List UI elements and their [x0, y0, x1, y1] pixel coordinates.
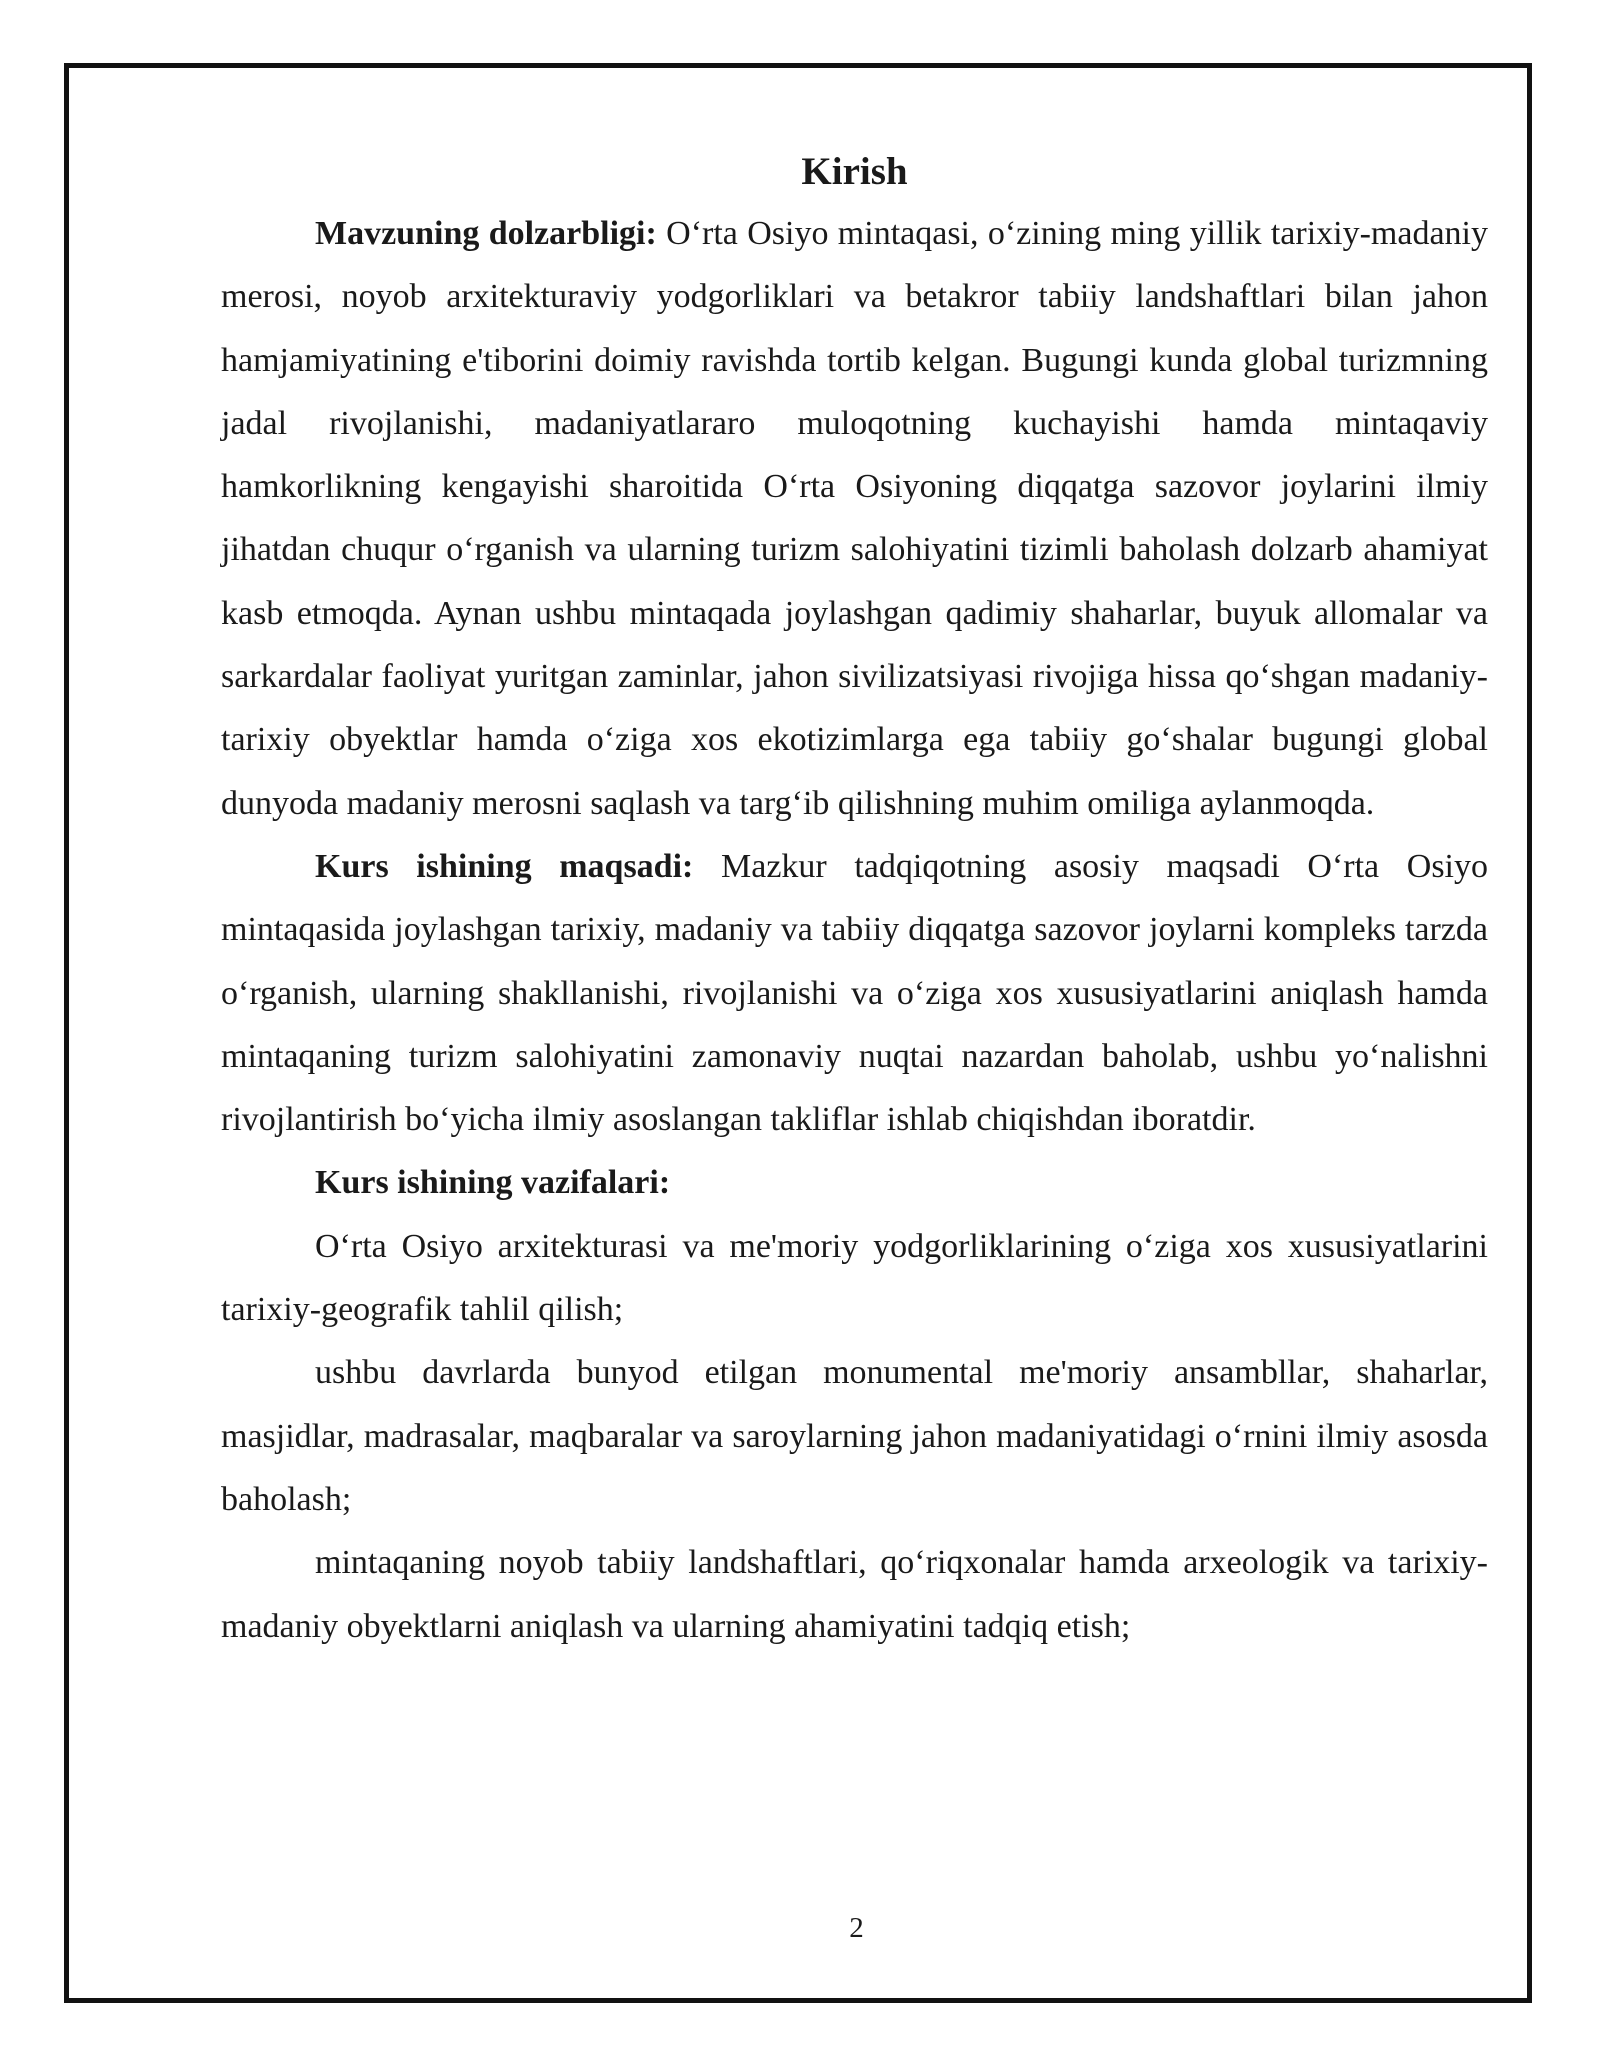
document-body [221, 142, 1488, 1658]
task-item: mintaqaning noyob tabiiy landshaftlari, qo‘riqxonalar hamda arxeologik va tarixiy-madaniy obyektlarni aniqlash va ularning ahamiyatini tadqiq etish; [221, 1544, 1488, 1645]
document-title: Kirish [801, 150, 908, 193]
tasks-heading: Kurs ishining vazifalari: [315, 1164, 671, 1202]
relevance-text: O‘rta Osiyo mintaqasi, o‘zining ming yillik tarixiy-madaniy merosi, noyob arxitekturaviy yodgorliklari va betakror tabiiy landshaftlari bilan jahon hamjamiyatining e'tiborini doimiy ravishda tortib kelgan. Bugungi kunda global turizmning jadal rivojlanishi, madaniyatlararo muloqotning kuchayishi hamda mintaqaviy hamkorlikning kengayishi sharoitida O‘rta Osiyoning diqqatga sazovor joylarini ilmiy jihatdan chuqur o‘rganish va ularning turizm salohiyatini tizimli baholash dolzarb ahamiyat kasb etmoqda. Aynan ushbu mintaqada joylashgan qadimiy shaharlar, buyuk allomalar va sarkardalar faoliyat yuritgan zaminlar, jahon sivilizatsiyasi rivojiga hissa qo‘shgan madaniy-tarixiy obyektlar hamda o‘ziga xos ekotizimlarga ega tabiiy go‘shalar bugungi global dunyoda madaniy merosni saqlash va targ‘ib qilishning muhim omiliga aylanmoqda. [221, 215, 1489, 822]
goal-paragraph [221, 835, 1488, 1151]
relevance-label: Mavzuning dolzarbligi: [315, 215, 657, 252]
goal-text: Mazkur tadqiqotning asosiy maqsadi O‘rta Osiyo mintaqasida joylashgan tarixiy, madaniy va tabiiy diqqatga sazovor joylarni kompleks tarzda o‘rganish, ularning shakllanishi, rivojlanishi va o‘ziga xos xususiyatlarini aniqlash hamda mintaqaning turizm salohiyatini zamonaviy nuqtai nazardan baholab, ushbu yo‘nalishni rivojlantirish bo‘yicha ilmiy asoslangan takliflar ishlab chiqishdan iboratdir. [221, 847, 1488, 1139]
goal-label: Kurs ishining maqsadi: [315, 847, 694, 885]
relevance-paragraph [221, 202, 1488, 835]
task-item: O‘rta Osiyo arxitekturasi va me'moriy yodgorliklarining o‘ziga xos xususiyatlarini tarixiy-geografik tahlil qilish; [221, 1227, 1488, 1329]
page-number: 2 [849, 1912, 864, 1944]
task-item: ushbu davrlarda bunyod etilgan monumental me'moriy ansambllar, shaharlar, masjidlar, madrasalar, maqbaralar va saroylarning jahon madaniyatidagi o‘rnini ilmiy asosda baholash; [221, 1354, 1488, 1518]
